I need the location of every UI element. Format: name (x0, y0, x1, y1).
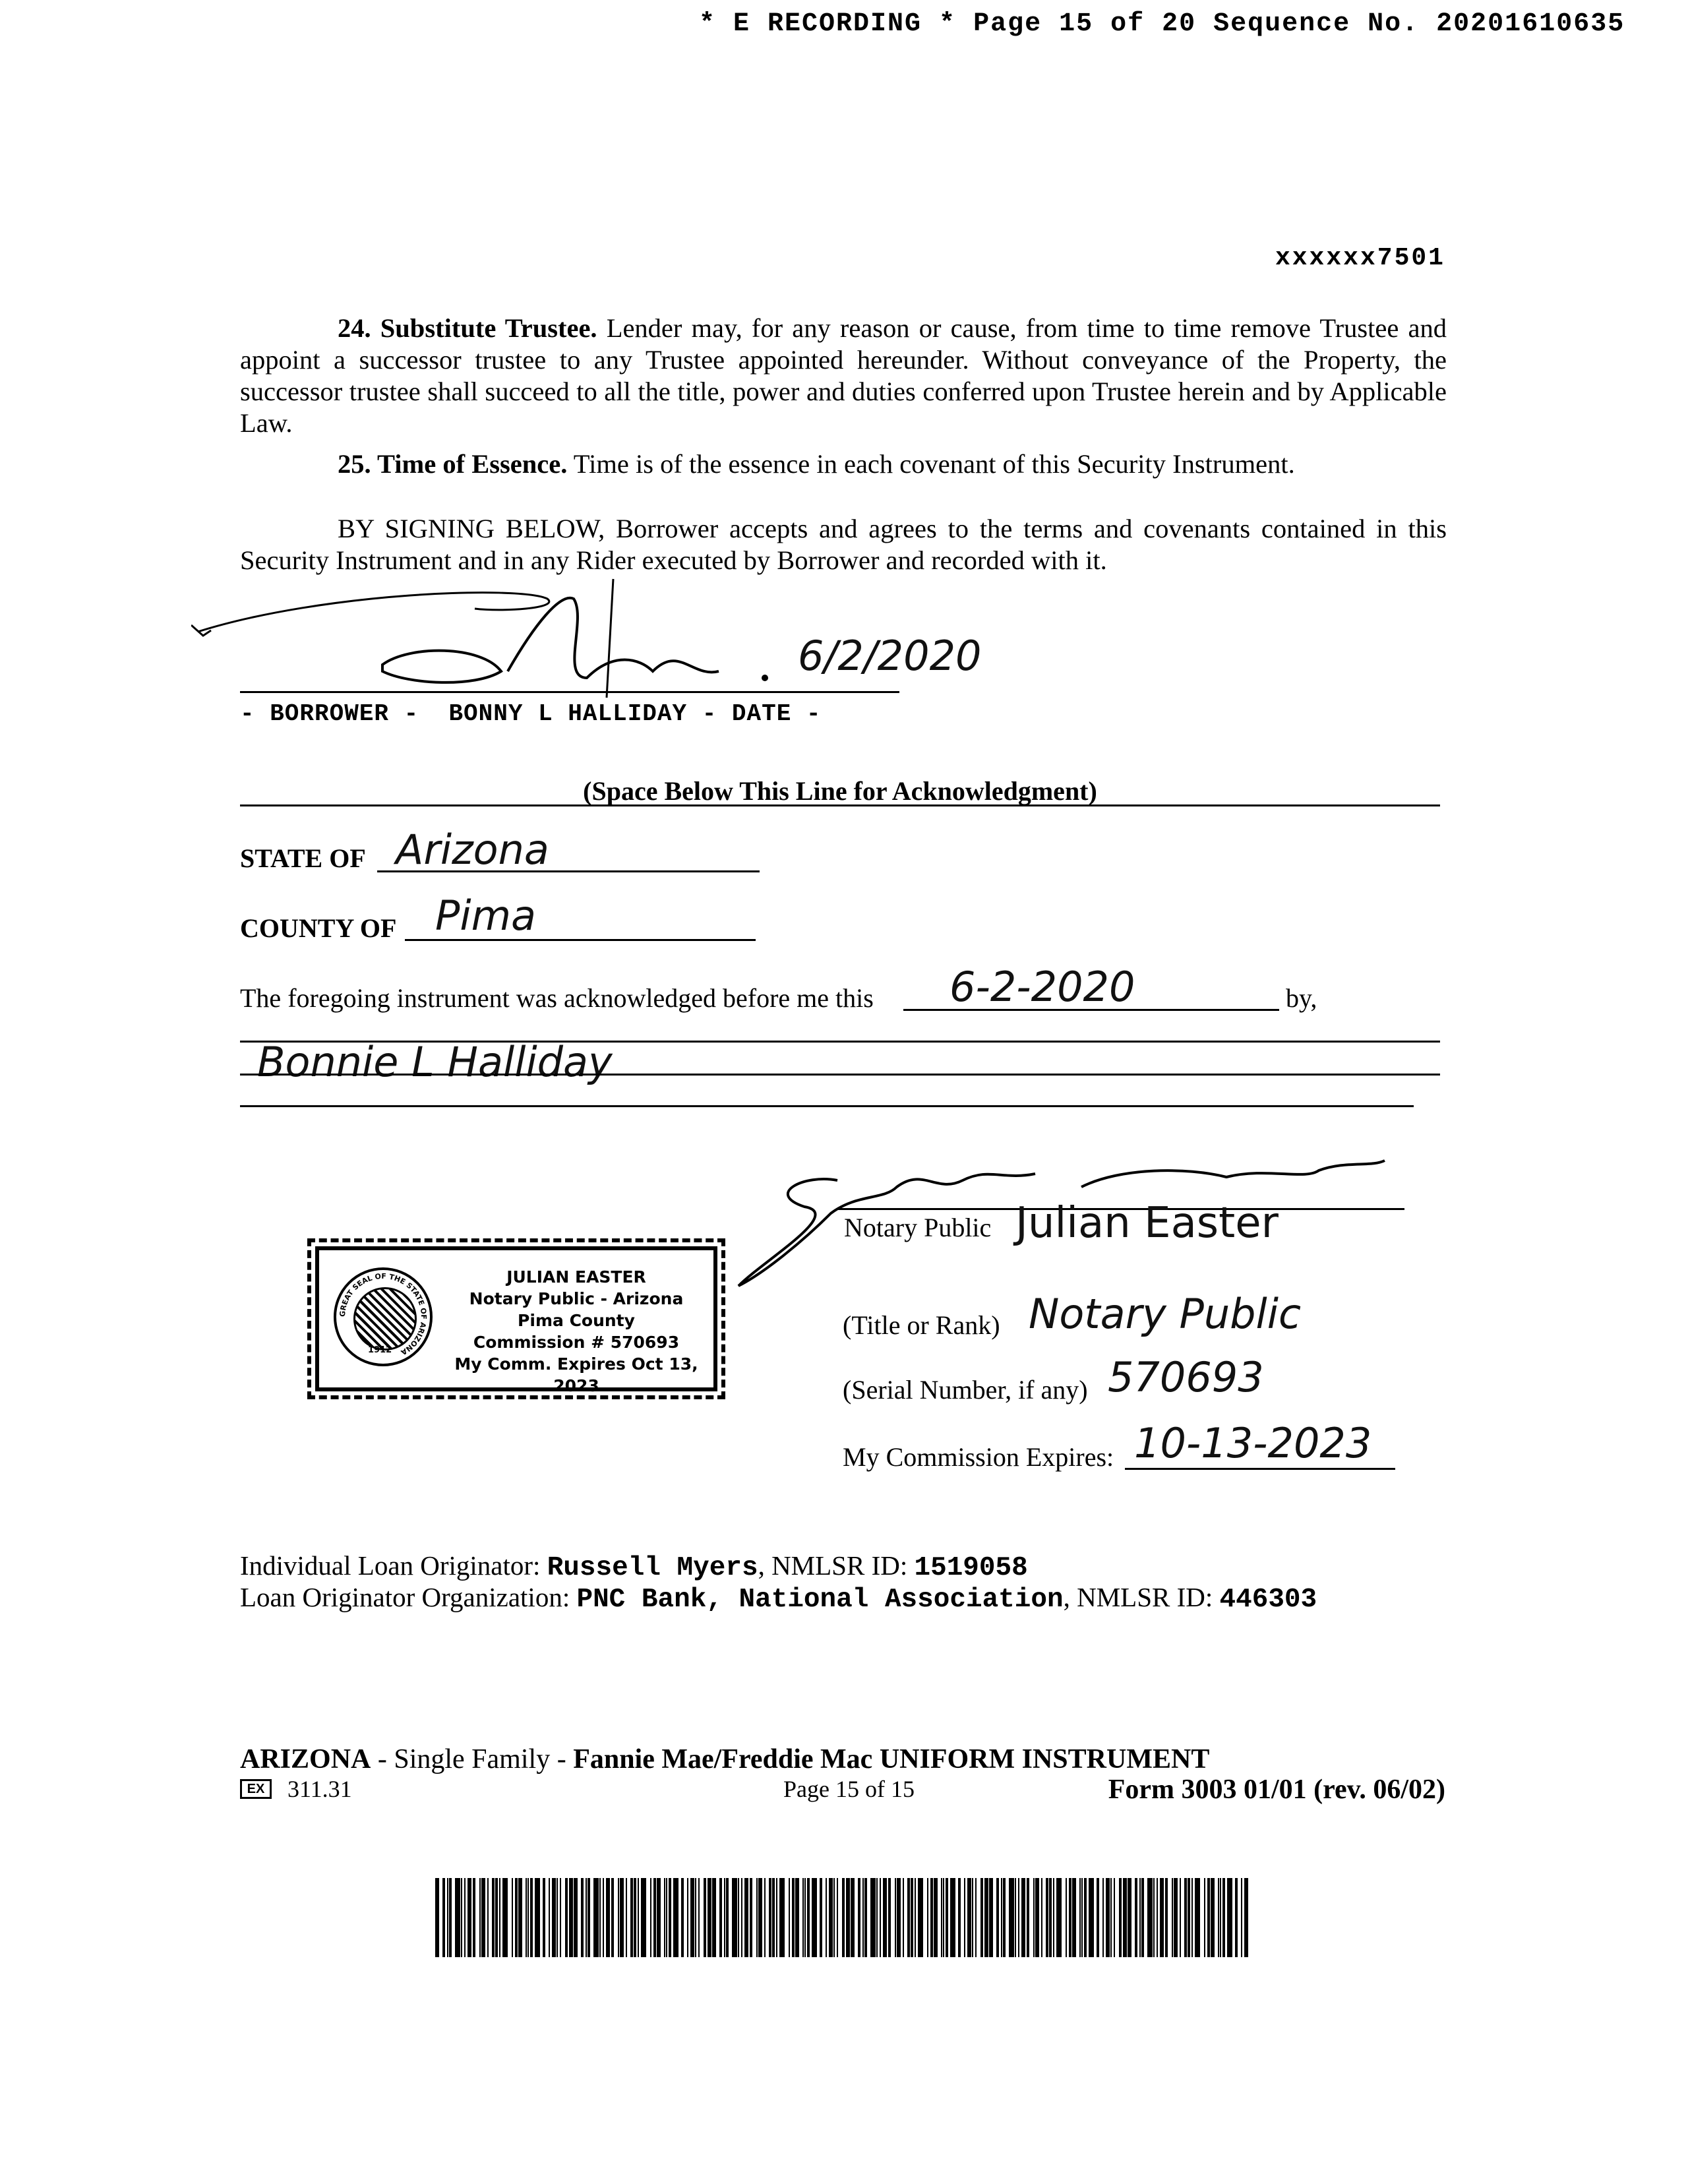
footer-code: 311.31 (287, 1776, 352, 1802)
barcode-bar (1106, 1878, 1110, 1957)
org-originator-label: Loan Originator Organization: (240, 1582, 577, 1612)
individual-originator-name: Russell Myers (547, 1553, 758, 1583)
barcode-bar (1114, 1878, 1115, 1957)
org-nmlsr-id: 446303 (1219, 1585, 1317, 1615)
barcode-bar (1211, 1878, 1215, 1957)
barcode-bar (1160, 1878, 1164, 1957)
barcode-bar (915, 1878, 916, 1957)
barcode-bar (741, 1878, 742, 1957)
barcode-bar (1207, 1878, 1210, 1957)
barcode-bar (964, 1878, 965, 1957)
loan-number: xxxxxx7501 (1275, 244, 1445, 272)
barcode-bar (481, 1878, 485, 1957)
barcode-bar (1123, 1878, 1127, 1957)
barcode-bar (972, 1878, 973, 1957)
barcode-bar (1027, 1878, 1029, 1957)
barcode-bar (795, 1878, 799, 1957)
barcode-bar (829, 1878, 833, 1957)
barcode-bar (738, 1878, 739, 1957)
barcode-bar (593, 1878, 599, 1957)
barcode-bar (1066, 1878, 1067, 1957)
barcode-bar (1021, 1878, 1025, 1957)
barcode-bar (996, 1878, 999, 1957)
barcode-bar (1184, 1878, 1187, 1957)
barcode-bar (883, 1878, 887, 1957)
barcode-bar (846, 1878, 850, 1957)
name-line-middle (240, 1074, 1440, 1076)
borrower-signature-date: 6/2/2020 (798, 632, 982, 680)
barcode-bar (449, 1878, 452, 1957)
barcode-bar (603, 1878, 604, 1957)
barcode-bar (927, 1878, 928, 1957)
barcode-bar (708, 1878, 711, 1957)
barcode-bar (565, 1878, 568, 1957)
barcode-bar (804, 1878, 806, 1957)
barcode-bar (772, 1878, 775, 1957)
barcode-bar (641, 1878, 646, 1957)
barcode-bar (1035, 1878, 1039, 1957)
barcode-bar (1139, 1878, 1141, 1957)
seal-commission: Commission # 570693 (473, 1333, 680, 1352)
borrower-signature-caption: - BORROWER - BONNY L HALLIDAY - DATE - (240, 700, 822, 727)
barcode-bar (464, 1878, 466, 1957)
barcode-bar (560, 1878, 561, 1957)
barcode-bar (930, 1878, 933, 1957)
barcode-bar (1157, 1878, 1158, 1957)
barcode-bar (1165, 1878, 1168, 1957)
barcode-bar (842, 1878, 845, 1957)
originator-organization (240, 1581, 1317, 1615)
barcode-bar (1049, 1878, 1052, 1957)
barcode-bar (903, 1878, 904, 1957)
barcode-bar (1102, 1878, 1104, 1957)
barcode-bar (1222, 1878, 1225, 1957)
barcode-bar (467, 1878, 471, 1957)
barcode-bar (792, 1878, 795, 1957)
barcode-bar (611, 1878, 614, 1957)
barcode-bar (776, 1878, 777, 1957)
barcode-bar (1097, 1878, 1099, 1957)
barcode-bar (724, 1878, 725, 1957)
barcode-bar (447, 1878, 448, 1957)
barcode-bar (744, 1878, 748, 1957)
barcode-bar (1089, 1878, 1094, 1957)
barcode-bar (512, 1878, 513, 1957)
barcode-bar (1128, 1878, 1131, 1957)
footer-title (240, 1744, 1209, 1775)
barcode-bar (950, 1878, 955, 1957)
barcode-bar (620, 1878, 624, 1957)
barcode-bar (1084, 1878, 1087, 1957)
seal-year: 1912 (368, 1345, 392, 1355)
date-line (903, 1009, 1279, 1011)
barcode-bar (588, 1878, 590, 1957)
footer-form: Form 3003 01/01 (rev. 06/02) (1108, 1774, 1445, 1805)
signing-statement: BY SIGNING BELOW, Borrower accepts and agrees to the terms and covenants contained in this Security Instrument and in any Rider executed by Borrower and recorded with it. (240, 514, 1447, 575)
barcode-bar (958, 1878, 961, 1957)
barcode-bar (726, 1878, 729, 1957)
barcode-bar (1135, 1878, 1137, 1957)
barcode-bar (650, 1878, 651, 1957)
barcode-bar (1041, 1878, 1042, 1957)
barcode-bar (911, 1878, 913, 1957)
barcode-bar (515, 1878, 518, 1957)
section-25-title: 25. Time of Essence. (338, 449, 568, 479)
barcode-bar (479, 1878, 481, 1957)
notary-seal-stamp (315, 1246, 717, 1395)
barcode-bar (473, 1878, 475, 1957)
state-value: Arizona (396, 826, 549, 874)
barcode-bar (461, 1878, 462, 1957)
foregoing-text: The foregoing instrument was acknowledged before me this (240, 983, 874, 1013)
barcode-bar (858, 1878, 860, 1957)
barcode-bar (967, 1878, 971, 1957)
seal-ring-text: GREAT SEAL OF THE STATE OF ARIZONA (338, 1271, 429, 1357)
barcode-bar (1053, 1878, 1054, 1957)
barcode (435, 1878, 1253, 1957)
ex-icon: EX (240, 1779, 272, 1799)
county-label: COUNTY OF (240, 913, 397, 943)
acknowledgment-divider (240, 804, 1440, 806)
barcode-bar (687, 1878, 688, 1957)
serial-number-label: (Serial Number, if any) (843, 1375, 1088, 1405)
individual-originator (240, 1550, 1028, 1583)
barcode-bar (851, 1878, 855, 1957)
barcode-bar (1241, 1878, 1242, 1957)
barcode-bar (1191, 1878, 1193, 1957)
barcode-bar (946, 1878, 948, 1957)
barcode-bar (1188, 1878, 1190, 1957)
barcode-bar (864, 1878, 867, 1957)
barcode-bar (535, 1878, 540, 1957)
barcode-bar (1046, 1878, 1048, 1957)
barcode-bar (695, 1878, 696, 1957)
seal-text-block (444, 1266, 708, 1397)
notary-printed-name: Julian Easter (1015, 1199, 1279, 1248)
footer-sep: - Single Family - (371, 1744, 574, 1774)
barcode-bar (756, 1878, 758, 1957)
barcode-bar (826, 1878, 827, 1957)
serial-number-value: 570693 (1108, 1353, 1264, 1401)
barcode-bar (442, 1878, 445, 1957)
barcode-bar (1056, 1878, 1062, 1957)
barcode-bar (1081, 1878, 1083, 1957)
barcode-bar (618, 1878, 619, 1957)
acknowledgment-date: 6-2-2020 (950, 963, 1135, 1011)
barcode-bar (1001, 1878, 1002, 1957)
individual-originator-label: Individual Loan Originator: (240, 1550, 547, 1581)
footer-instrument: Fannie Mae/Freddie Mac UNIFORM INSTRUMENT (573, 1744, 1210, 1774)
seal-expires: My Comm. Expires Oct 13, 2023 (454, 1354, 698, 1395)
barcode-bar (1180, 1878, 1181, 1957)
state-label: STATE OF (240, 843, 366, 873)
barcode-bar (934, 1878, 938, 1957)
barcode-bar (1072, 1878, 1076, 1957)
barcode-bar (492, 1878, 495, 1957)
barcode-bar (1195, 1878, 1200, 1957)
section-24-title: 24. Substitute Trustee. (338, 313, 597, 343)
org-nmlsr-label: , NMLSR ID: (1063, 1582, 1220, 1612)
title-rank-value: Notary Public (1029, 1290, 1302, 1338)
commission-expires-label: My Commission Expires: (843, 1442, 1114, 1472)
barcode-bar (638, 1878, 639, 1957)
barcode-bar (543, 1878, 545, 1957)
individual-nmlsr-label: , NMLSR ID: (758, 1550, 915, 1581)
barcode-bar (549, 1878, 550, 1957)
barcode-bar (634, 1878, 636, 1957)
barcode-bar (1110, 1878, 1112, 1957)
barcode-bar (1009, 1878, 1014, 1957)
barcode-bar (502, 1878, 508, 1957)
svg-text:GREAT SEAL OF THE STATE OF ARI (338, 1272, 428, 1357)
barcode-bar (690, 1878, 694, 1957)
barcode-bar (630, 1878, 633, 1957)
barcode-bar (581, 1878, 584, 1957)
barcode-bar (807, 1878, 810, 1957)
arizona-seal-icon (334, 1267, 433, 1366)
barcode-bar (837, 1878, 838, 1957)
barcode-bar (941, 1878, 942, 1957)
acknowledged-name: Bonnie L Halliday (257, 1038, 613, 1086)
barcode-bar (719, 1878, 722, 1957)
barcode-bar (435, 1878, 439, 1957)
barcode-bar (1218, 1878, 1219, 1957)
barcode-bar (750, 1878, 752, 1957)
barcode-bar (1147, 1878, 1153, 1957)
borrower-signature-line (240, 691, 899, 693)
barcode-bar (487, 1878, 489, 1957)
barcode-bar (897, 1878, 901, 1957)
barcode-bar (918, 1878, 923, 1957)
barcode-bar (673, 1878, 678, 1957)
barcode-bar (802, 1878, 804, 1957)
barcode-bar (455, 1878, 460, 1957)
barcode-bar (698, 1878, 700, 1957)
barcode-bar (1220, 1878, 1221, 1957)
barcode-bar (664, 1878, 665, 1957)
barcode-bar (599, 1878, 601, 1957)
barcode-bar (495, 1878, 498, 1957)
barcode-bar (1227, 1878, 1232, 1957)
barcode-bar (1003, 1878, 1006, 1957)
section-25 (240, 448, 1447, 480)
section-25-text: Time is of the essence in each covenant of this Security Instrument. (567, 449, 1295, 479)
barcode-bar (888, 1878, 891, 1957)
seal-notary-title: Notary Public - Arizona (469, 1289, 684, 1308)
barcode-bar (764, 1878, 766, 1957)
barcode-bar (528, 1878, 529, 1957)
commission-expires-value: 10-13-2023 (1134, 1419, 1372, 1467)
by-text: by, (1286, 983, 1317, 1013)
barcode-bar (975, 1878, 977, 1957)
name-line-bottom (240, 1105, 1414, 1107)
barcode-bar (943, 1878, 944, 1957)
notary-public-label: Notary Public (844, 1213, 992, 1242)
barcode-bar (653, 1878, 656, 1957)
barcode-bar (552, 1878, 556, 1957)
individual-nmlsr-id: 1519058 (914, 1553, 1028, 1583)
barcode-bar (1033, 1878, 1035, 1957)
footer-page: Page 15 of 15 (783, 1776, 915, 1802)
barcode-bar (984, 1878, 988, 1957)
county-line (405, 939, 756, 941)
barcode-bar (758, 1878, 762, 1957)
barcode-bar (526, 1878, 527, 1957)
barcode-bar (880, 1878, 881, 1957)
org-originator-name: PNC Bank, National Association (576, 1585, 1064, 1615)
barcode-bar (876, 1878, 878, 1957)
barcode-bar (681, 1878, 684, 1957)
section-24-text: Lender may, for any reason or cause, from time to time remove Trustee and appoint a successor trustee to any Trustee appointed hereunder. Without conveyance of the Property, the successor trustee shall succeed to all the title, power and duties conferred upon Trustee herein and by Applicable Law. (240, 313, 1447, 438)
barcode-bar (1141, 1878, 1144, 1957)
barcode-bar (1069, 1878, 1071, 1957)
barcode-bar (1204, 1878, 1205, 1957)
barcode-bar (712, 1878, 716, 1957)
barcode-bar (989, 1878, 993, 1957)
state-line (377, 870, 760, 872)
barcode-bar (732, 1878, 737, 1957)
barcode-bar (626, 1878, 627, 1957)
barcode-bar (1235, 1878, 1238, 1957)
barcode-bar (862, 1878, 864, 1957)
barcode-bar (820, 1878, 822, 1957)
barcode-bar (980, 1878, 983, 1957)
barcode-bar (769, 1878, 771, 1957)
barcode-bar (666, 1878, 667, 1957)
barcode-bar (574, 1878, 578, 1957)
seal-notary-name: JULIAN EASTER (506, 1267, 646, 1287)
barcode-bar (606, 1878, 610, 1957)
barcode-bar (1015, 1878, 1016, 1957)
barcode-bar (518, 1878, 522, 1957)
barcode-bar (1079, 1878, 1081, 1957)
barcode-bar (907, 1878, 910, 1957)
barcode-bar (789, 1878, 790, 1957)
barcode-bar (669, 1878, 671, 1957)
title-rank-label: (Title or Rank) (843, 1310, 1000, 1340)
barcode-bar (895, 1878, 896, 1957)
county-value: Pima (435, 892, 537, 940)
barcode-bar (1174, 1878, 1178, 1957)
barcode-bar (499, 1878, 500, 1957)
recording-header: * E RECORDING * Page 15 of 20 Sequence No. 20201610635 (699, 9, 1625, 39)
commission-expires-line (1125, 1468, 1395, 1470)
barcode-bar (779, 1878, 785, 1957)
barcode-bar (704, 1878, 706, 1957)
barcode-bar (812, 1878, 817, 1957)
barcode-bar (1119, 1878, 1122, 1957)
barcode-bar (530, 1878, 533, 1957)
footer-state: ARIZONA (240, 1744, 371, 1774)
barcode-bar (557, 1878, 558, 1957)
barcode-bar (833, 1878, 835, 1957)
seal-county: Pima County (518, 1311, 635, 1330)
barcode-bar (569, 1878, 573, 1957)
acknowledgment-heading: (Space Below This Line for Acknowledgment) (583, 776, 1097, 806)
barcode-bar (657, 1878, 661, 1957)
section-24 (240, 313, 1447, 439)
barcode-bar (586, 1878, 587, 1957)
barcode-bar (1018, 1878, 1019, 1957)
barcode-bar (1153, 1878, 1155, 1957)
barcode-bar (1244, 1878, 1248, 1957)
barcode-bar (870, 1878, 876, 1957)
barcode-bar (1172, 1878, 1173, 1957)
